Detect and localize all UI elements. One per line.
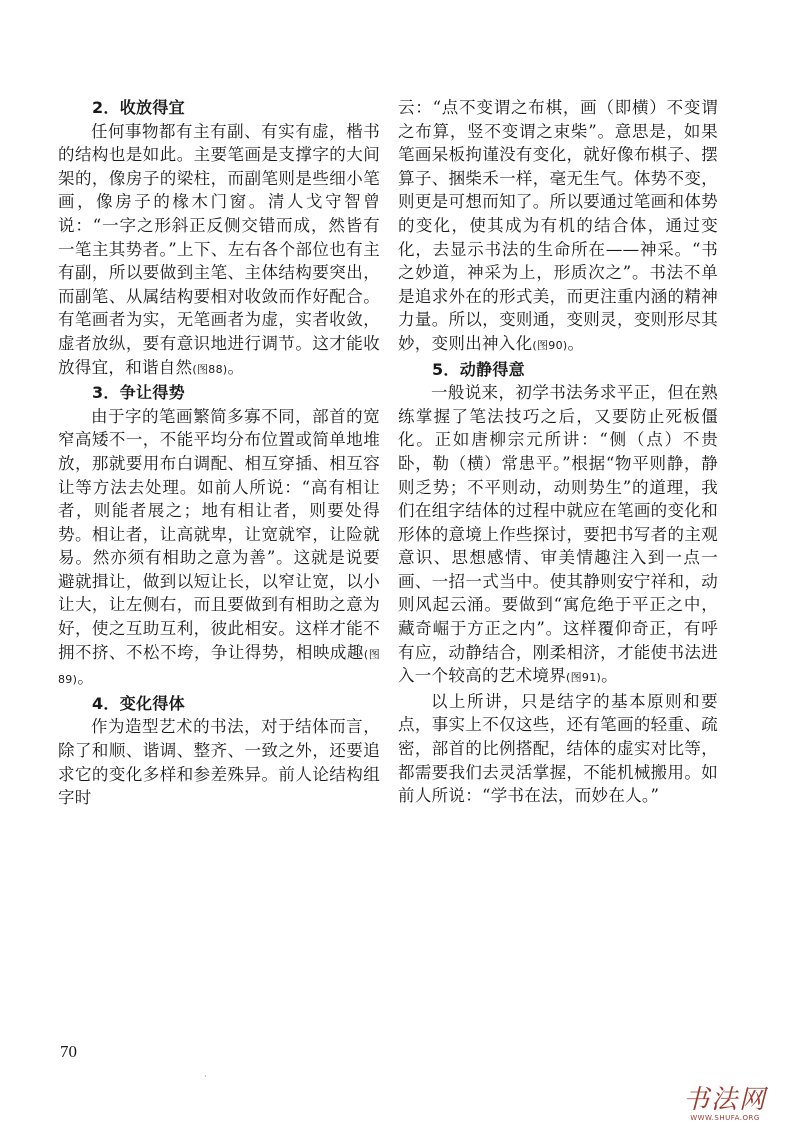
paragraph-end: 。 [601,666,618,686]
figure-reference: (图88) [192,362,228,376]
body-paragraph: 以上所讲，只是结字的基本原则和要点，事实上不仅这些，还有笔画的轻重、疏密，部首的比例搭配，结体的虚实对比等，都需要我们去灵活掌握，不能机械搬用。如前人所说：“学书在法，而妙在人。” [398,691,718,806]
paragraph-text: 云：“点不变谓之布棋，画（即横）不变谓之布算，竖不变谓之束柴”。意思是，如果笔画呆板拘谨没有变化，就好像布棋子、摆算子、捆柴禾一样，毫无生气。体势不变，则更是可想而知了。所以要通过笔画和体势的变化，使其成为有机的结合体，通过变化，去显示书法的生命所在——神采。“书之妙道，神采为上，形质次之”。书法不单是追求外在的形式美，而更注重内涵的精神力量。所以，变则通，变则灵，变则形尽其妙，变则出神入化 [398,98,718,353]
section-heading: 5．动静得意 [432,359,525,379]
watermark-logo [670,1086,780,1128]
watermark-url: WWW.SHUFA.ORG [690,1114,760,1122]
paragraph-text: 由于字的笔画繁简多寡不同，部首的宽窄高矮不一，不能平均分布位置或简单地堆放，那就要用布白调配、相互穿插、相互容让等方法去处理。如前人所说：“高有相让者，则能者展之；地有相让者，则要处得势。相让者，让高就卑，让宽就窄，让险就易。然亦须有相助之意为善”。这就是说要避就揖让，做到以短让长，以窄让宽，以小让大，让左侧右，而且要做到有相助之意为好，使之互助互利，彼此相安。这样才能不拥不挤、不松不垮，争让得势，相映成趣 [58,406,380,662]
figure-reference: (图90) [532,338,568,352]
body-paragraph: 作为造型艺术的书法，对于结体而言，除了和顺、谐调、整齐、一致之外，还要追求它的变化多样和参差殊异。前人论结构组字时 [58,717,380,808]
speck-mark: · [204,1072,207,1081]
body-paragraph [398,96,718,358]
body-paragraph [58,405,380,692]
section-heading: 2．收放得宜 [92,98,185,117]
paragraph-text: 任何事物都有主有副、有实有虚，楷书的结构也是如此。主要笔画是支撑字的大间架的，像房子的梁柱，而副笔则是些细小笔画，像房子的椽木门窗。清人戈守智曾说：“一字之形斜正反侧交错而成，然皆有一笔主其势者。”上下、左右各个部位也有主有副，所以要做到主笔、主体结构要突出，而副笔、从属结构要相对收敛而作好配合。有笔画者为实，无笔画者为虚，实者收敛，虚者放纵，要有意识地进行调节。这才能收放得宜，和谐自然 [58,121,380,377]
watermark-mark: 书法网 [682,1085,767,1115]
section-heading: 4．变化得体 [92,693,185,713]
right-column [398,96,718,808]
body-paragraph [398,381,718,690]
paragraph-end: 。 [77,668,95,688]
paragraph-text: 一般说来，初学书法务求平正，但在熟练掌握了笔法技巧之后，又要防止死板僵化。正如唐柳宗元所讲：“侧（点）不贵卧，勒（横）常患平。”根据“物平则静，静则乏势；不平则动，动则势生”的道理，我们在组字结体的过程中就应在笔画的变化和形体的意境上作些探讨，要把书写者的主观意识、思想感情、审美情趣注入到一点一画、一招一式当中。使其静则安宁祥和，动则风起云涌。要做到“寓危绝于平正之中，藏奇崛于方正之内”。这样覆仰奇正，有呼有应，动静结合，刚柔相济，才能使书法进入一个较高的艺术境界 [398,383,718,686]
section-heading: 3．争让得势 [92,383,185,403]
paragraph-end: 。 [227,357,245,377]
paragraph-end: 。 [567,333,585,353]
left-column [58,96,380,810]
figure-reference: (图89) [58,647,380,687]
page-number: 70 [60,1042,77,1061]
body-paragraph [58,120,380,382]
figure-reference: (图91) [566,671,602,685]
